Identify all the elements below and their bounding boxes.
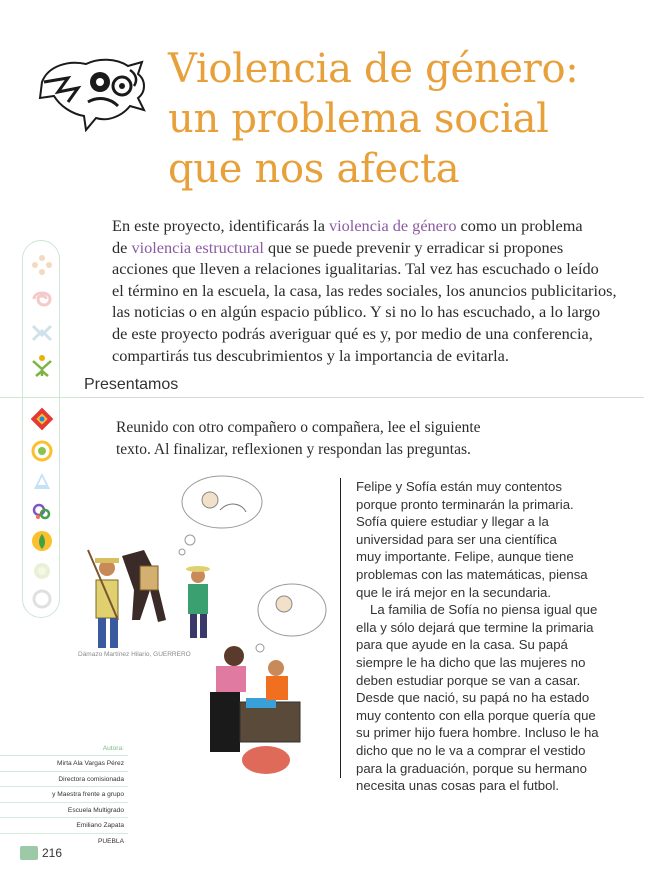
phase-7-icon bbox=[30, 469, 54, 493]
story-line: deben estudiar porque se van a casar. bbox=[356, 672, 581, 688]
intro-line: el término en la escuela, la casa, las redes sociales, los anuncios publicitarios, bbox=[112, 280, 617, 300]
instruction-line: Reunido con otro compañero o compañera, lee el siguiente bbox=[116, 419, 481, 436]
section-divider bbox=[84, 397, 644, 398]
story-line: porque pronto terminarán la primaria. bbox=[356, 496, 574, 512]
story-line: La familia de Sofía no piensa igual que bbox=[370, 602, 598, 618]
author-credits bbox=[0, 742, 128, 848]
intro-paragraph bbox=[112, 215, 632, 366]
story-line: para que ayude en la casa. Su papá bbox=[356, 637, 568, 653]
page-badge-icon bbox=[20, 846, 38, 860]
story-illustration bbox=[70, 470, 334, 782]
eagle-head-logo bbox=[38, 52, 150, 132]
title-line: Violencia de género: bbox=[168, 46, 579, 92]
intro-line: de este proyecto podrás averiguar qué es y, por medio de una conferencia, bbox=[112, 323, 593, 343]
phase-5-icon bbox=[30, 407, 54, 431]
story-line: dicho que no le va a comprar el vestido bbox=[356, 742, 586, 758]
story-line: problemas con las matemáticas, piensa bbox=[356, 566, 588, 582]
story-line: para la graduación, porque su hermano bbox=[356, 760, 587, 776]
phase-3-icon bbox=[30, 321, 54, 345]
intro-line bbox=[112, 215, 632, 237]
glossary-term-violencia-estructural[interactable]: violencia estructural bbox=[131, 237, 264, 257]
intro-line bbox=[112, 237, 632, 259]
story-line: Felipe y Sofía están muy contentos bbox=[356, 479, 562, 494]
phase-6-icon bbox=[30, 439, 54, 463]
page-number: 216 bbox=[42, 846, 63, 860]
story-text bbox=[356, 478, 646, 795]
author-row: y Maestra frente a grupo bbox=[0, 786, 128, 802]
intro-line: las noticias o en algún espacio público. Y si no lo has escuchado, a lo largo bbox=[112, 302, 601, 322]
activity-instructions bbox=[116, 417, 536, 461]
title-line: un problema social bbox=[168, 96, 549, 142]
author-row: PUEBLA bbox=[0, 833, 128, 849]
instruction-line: texto. Al finalizar, reflexionen y respondan las preguntas. bbox=[116, 441, 471, 458]
rail-divider bbox=[0, 397, 84, 398]
intro-line: acciones que lleven a relaciones igualitarias. Tal vez has escuchado o leído bbox=[112, 259, 599, 279]
story-column-rule bbox=[340, 478, 341, 778]
author-row: Escuela Multigrado bbox=[0, 802, 128, 818]
phase-8-icon bbox=[30, 499, 54, 523]
story-line: ella y sólo dejará que termine la primaria bbox=[356, 619, 594, 635]
story-line: Sofía quiere estudiar y llegar a la bbox=[356, 514, 549, 530]
author-heading: Autora: bbox=[102, 745, 124, 752]
page-title bbox=[168, 44, 648, 194]
phase-4-icon bbox=[30, 353, 54, 377]
intro-text: En este proyecto, identificarás la bbox=[112, 216, 329, 235]
story-line: que le irá mejor en la secundaria. bbox=[356, 584, 551, 600]
phase-rail bbox=[22, 240, 60, 618]
story-line: Desde que nació, su papá no ha estado bbox=[356, 690, 590, 706]
author-row: Directora comisionada bbox=[0, 771, 128, 787]
intro-line: compartirás tus descubrimientos y la importancia de evitarla. bbox=[112, 345, 509, 365]
illustration-credit: Dámazo Martínez Hilario, GUERRERO bbox=[78, 651, 191, 658]
story-line: muy contento con ella porque quería que bbox=[356, 707, 596, 723]
phase-9-icon bbox=[30, 529, 54, 553]
story-line: necesita unas cosas para el futbol. bbox=[356, 778, 560, 794]
story-line: su primer hijo fuera hombre. Incluso le ha bbox=[356, 725, 599, 741]
intro-text: como un problema bbox=[456, 216, 583, 235]
phase-1-icon bbox=[30, 253, 54, 277]
section-heading: Presentamos bbox=[84, 376, 179, 393]
phase-10-icon bbox=[30, 559, 54, 583]
intro-text: que se puede prevenir y erradicar si propones bbox=[263, 237, 564, 257]
intro-text: de bbox=[112, 237, 132, 257]
phase-11-icon bbox=[30, 587, 54, 611]
story-line: muy importante. Felipe, aunque tiene bbox=[356, 549, 574, 565]
glossary-term-violencia-genero[interactable]: violencia de género bbox=[329, 216, 457, 235]
author-row: Mirta Ala Vargas Pérez bbox=[0, 755, 128, 771]
story-line: siempre le ha dicho que las mujeres no bbox=[356, 654, 586, 670]
title-line: que nos afecta bbox=[168, 146, 460, 192]
thought-bubble-icon bbox=[179, 476, 262, 555]
phase-2-icon bbox=[30, 287, 54, 311]
story-line: universidad para ser una científica bbox=[356, 531, 557, 547]
author-row: Emiliano Zapata bbox=[0, 817, 128, 833]
